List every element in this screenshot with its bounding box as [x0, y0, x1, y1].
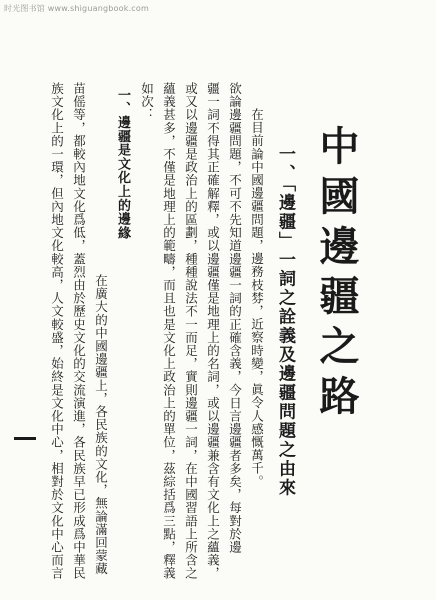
body-line: 在廣大的中國邊疆上，各民族的文化，無論滿回蒙藏 [93, 274, 109, 576]
body-line: 在目前論中國邊疆問題，邊務枝棼，近察時變，眞令人感慨萬千。 [249, 108, 265, 488]
body-line: 欲論邊疆問題，不可不先知道邊疆一詞的正確含義，今日言邊疆者多矣，每對於邊 [227, 82, 243, 554]
body-line: 蘊義甚多，不僅是地理上的範疇，而且也是文化上政治上的單位，茲綜括爲三點，釋義 [161, 82, 177, 580]
section-heading: 一、「邊疆」一詞之詮義及邊疆問題之由來 [275, 145, 295, 498]
page-number-mark [14, 437, 36, 440]
page-title: 中國邊疆之路 [313, 125, 360, 425]
body-line: 族文化上的一環，但內地文化較高，人文較盛，始終是文化中心，相對於文化中心而言 [49, 82, 65, 580]
watermark: 时光图书馆 www.shiguangbook.com [4, 4, 149, 13]
body-line: 如次： [139, 82, 155, 122]
body-line: 苗傜等，都較內地文化爲低，蓋烈由於歷史文化的交流演進，各民族早已形成爲中華民 [71, 82, 87, 580]
sub-heading: 一、邊疆是文化上的邊緣 [115, 88, 130, 240]
body-line: 或又以邊疆是政治上的區劃，種種說法不一而足，實則邊疆一詞，在中國習語上所含之 [183, 82, 199, 580]
body-line: 疆一詞不得其正確解釋，或以邊疆僅是地理上的名詞，或以邊疆兼含有文化上之蘊義， [205, 82, 221, 580]
